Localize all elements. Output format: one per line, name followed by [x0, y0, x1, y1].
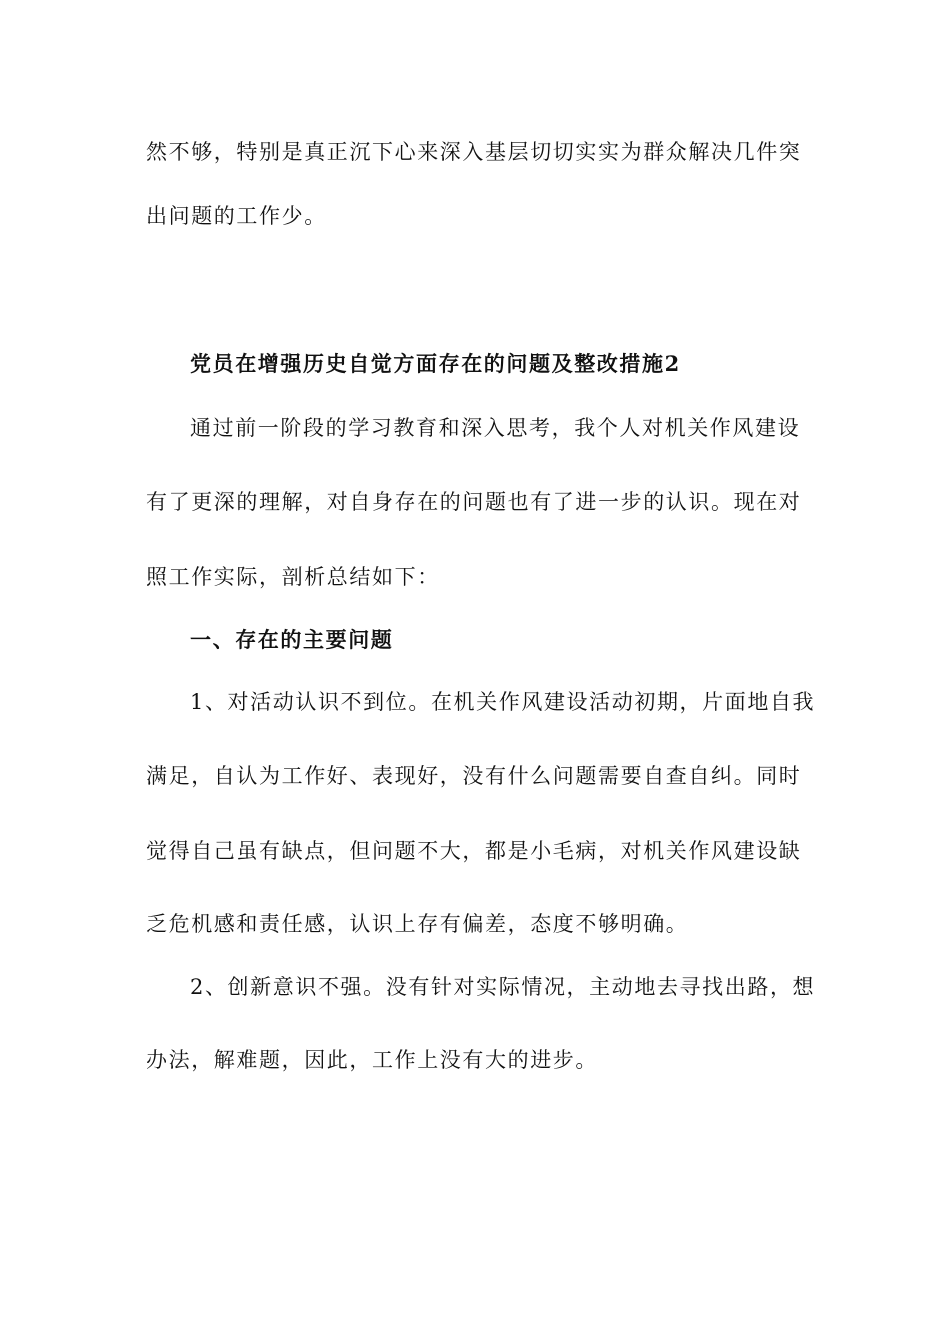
paragraph-line: 办法，解难题，因此，工作上没有大的进步。 — [146, 1048, 598, 1072]
paragraph-line: 出问题的工作少。 — [146, 204, 327, 228]
section-heading: 一、存在的主要问题 — [190, 627, 394, 652]
section-title: 党员在增强历史自觉方面存在的问题及整改措施2 — [190, 351, 681, 376]
paragraph-line: 1、对活动认识不到位。在机关作风建设活动初期，片面地自我 — [190, 690, 816, 714]
paragraph-line: 有了更深的理解，对自身存在的问题也有了进一步的认识。现在对 — [146, 490, 802, 514]
paragraph-line: 乏危机感和责任感，认识上存有偏差，态度不够明确。 — [146, 912, 689, 936]
paragraph-line: 通过前一阶段的学习教育和深入思考，我个人对机关作风建设 — [190, 416, 801, 440]
paragraph-line: 觉得自己虽有缺点，但问题不大，都是小毛病，对机关作风建设缺 — [146, 839, 802, 863]
paragraph-line: 满足，自认为工作好、表现好，没有什么问题需要自查自纠。同时 — [146, 764, 802, 788]
paragraph-line: 照工作实际，剖析总结如下： — [146, 565, 440, 589]
paragraph-line: 然不够，特别是真正沉下心来深入基层切切实实为群众解决几件突 — [146, 140, 802, 164]
paragraph-line: 2、创新意识不强。没有针对实际情况，主动地去寻找出路，想 — [190, 975, 816, 999]
